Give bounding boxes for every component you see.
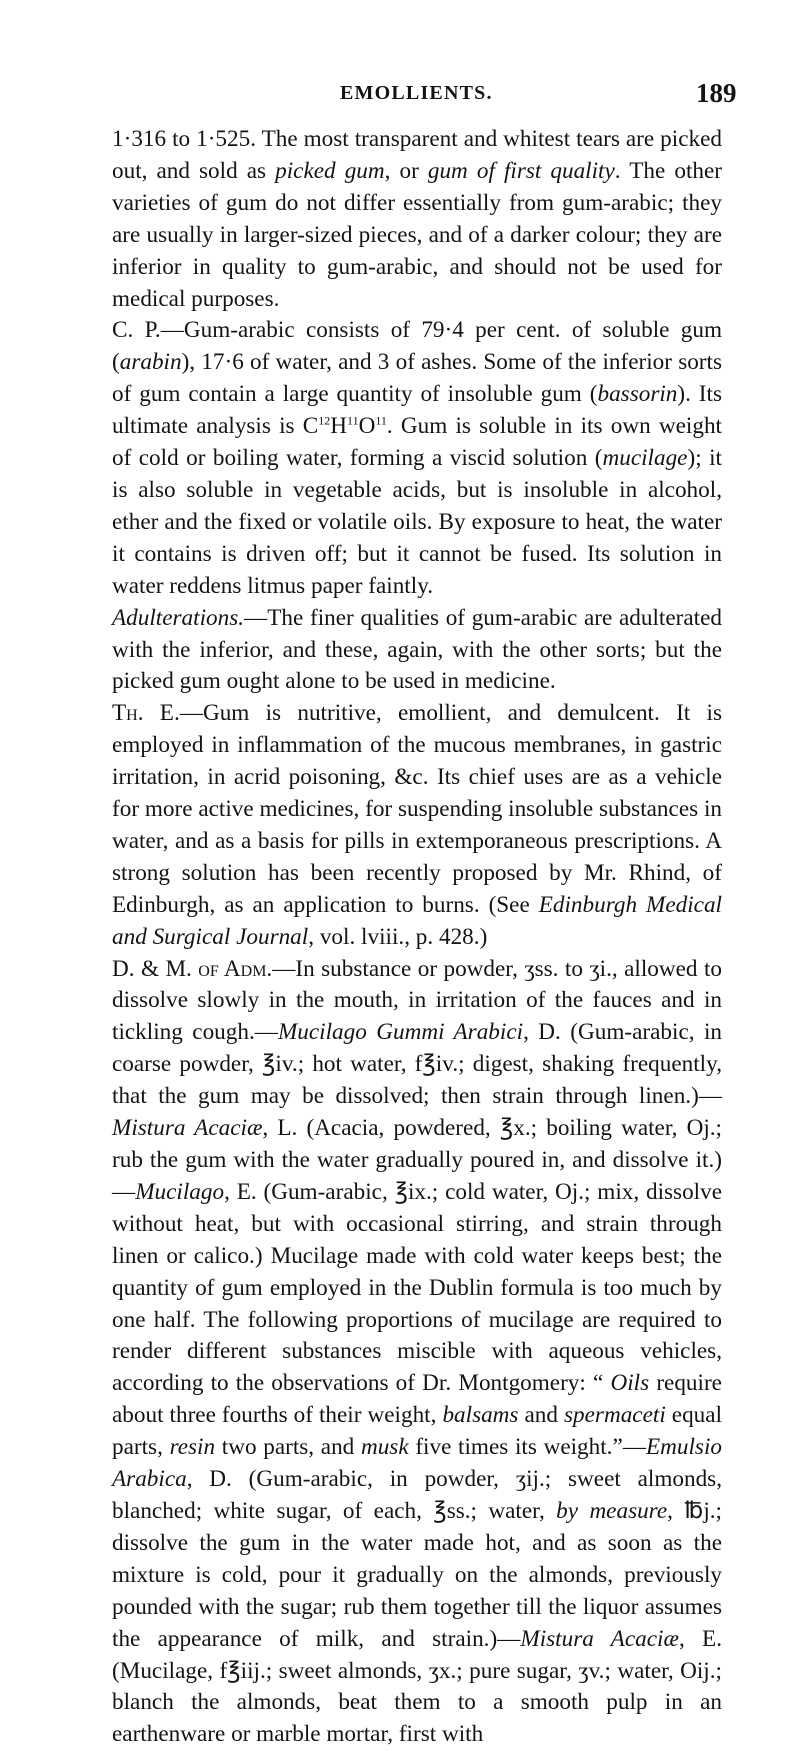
italic-text: bassorin xyxy=(597,381,678,408)
italic-text: Mistura Acaciæ xyxy=(112,1115,263,1142)
text-run: and xyxy=(518,1402,565,1429)
page-number: 189 xyxy=(696,78,737,108)
text-run: two parts, and xyxy=(215,1434,361,1461)
italic-text: picked gum xyxy=(275,157,385,184)
text-run: , D. (Gum-arabic, in powder, ʒij.; sweet almonds, blanched; white sugar, of each, ℥ss.; water, xyxy=(112,1466,722,1524)
text-run: ), 17·6 of water, and 3 of ashes. Some of the inferior sorts of gum contain a large quantity of insoluble gum ( xyxy=(112,349,722,408)
small-caps-text: Th. E. xyxy=(112,700,180,727)
text-run: five times its weight.”— xyxy=(408,1434,646,1461)
italic-text: resin xyxy=(169,1434,216,1461)
text-run: . The other varieties of gum do not differ essentially from gum-arabic; they are usually in larger-sized pieces, and of a darker colour; they are inferior in quality to gum-arabic, and should not be used for medical purposes. xyxy=(112,157,722,312)
paragraph xyxy=(112,124,722,315)
italic-text: mucilage xyxy=(602,445,688,472)
italic-text: Mucilago Gummi Arabici xyxy=(277,1019,524,1046)
running-title: EMOLLIENTS. xyxy=(340,82,493,104)
italic-text: Mistura Acaciæ xyxy=(520,1625,679,1652)
text-run: . Gum is soluble in its own weight of cold or boiling water, forming a viscid solution ( xyxy=(112,413,722,472)
text-run: ). Its ultimate analysis is C xyxy=(112,381,722,440)
superscript: 11 xyxy=(347,413,359,428)
text-run: , ℔j.; dissolve the gum in the water made hot, and as soon as the mixture is cold, pour it gradually on the almonds, previously pounded with the sugar; rub them together till the liquor assumes the appearance of milk, and strain.)— xyxy=(112,1497,722,1652)
small-caps-text: D. & M. of Adm. xyxy=(112,955,273,982)
text-run: C. P.—Gum-arabic consists of 79·4 per cent. of soluble gum ( xyxy=(112,317,722,376)
text-run: require about three fourths of their weight, xyxy=(112,1370,722,1429)
italic-text: Adulterations. xyxy=(112,604,245,631)
italic-text: by measure xyxy=(556,1497,668,1524)
superscript: 11 xyxy=(375,413,387,428)
text-run: , E. (Mucilage, f℥iij.; sweet almonds, ʒx.; pure sugar, ʒv.; water, Oij.; blanch the almonds, beat them to a smooth pulp in an earthenware or marble mortar, first with xyxy=(112,1625,722,1748)
text-run: 1·316 to 1·525. The most transparent and whitest tears are picked out, and sold as xyxy=(112,126,722,184)
italic-text: spermaceti xyxy=(564,1402,666,1429)
text-run: , L. (Acacia, powdered, ℥x.; boiling water, Oj.; rub the gum with the water gradually poured in, and dissolve it.)— xyxy=(112,1115,723,1205)
text-run: H xyxy=(330,413,348,440)
italic-text: gum of first quality xyxy=(427,157,615,184)
text-run: , or xyxy=(384,157,428,184)
page-header xyxy=(0,78,800,112)
text-run: , vol. lviii., p. 428.) xyxy=(308,923,488,950)
text-run: , E. (Gum-arabic, ℥ix.; cold water, Oj.; mix, dissolve without heat, but with occasional stirring, and strain through linen or calico.) Mucilage made with cold water keeps best; the quantity of gum employed in the Dublin formula is too much by one half. The following proportions of mucilage are required to render different substances miscible with aqueous vehicles, according to the observations of Dr. Montgomery: “ xyxy=(112,1178,722,1397)
italic-text: Emulsio Arabica xyxy=(112,1434,722,1493)
italic-text: Edinburgh Medical and Surgical Journal xyxy=(112,891,722,950)
paragraph xyxy=(112,698,722,953)
text-run: —In substance or powder, ʒss. to ʒi., allowed to dissolve slowly in the mouth, in irritation of the fauces and in tickling cough.— xyxy=(112,955,722,1046)
text-run: —Gum is nutritive, emollient, and demulcent. It is employed in inflammation of the mucous membranes, in gastric irritation, in acrid poisoning, &c. Its chief uses are as a vehicle for more active medicines, for suspending insoluble substances in water, and as a basis for pills in extemporaneous prescriptions. A strong solution has been recently proposed by Mr. Rhind, of Edinburgh, as an application to burns. (See xyxy=(112,700,722,918)
paragraph xyxy=(112,954,722,1751)
text-run: ); it is also soluble in vegetable acids, but is insoluble in alcohol, ether and the fixed or volatile oils. By exposure to heat, the water it contains is driven off; but it cannot be fused. Its solution in water reddens litmus paper faintly. xyxy=(112,445,722,599)
paragraph xyxy=(112,603,722,699)
italic-text: musk xyxy=(360,1434,409,1461)
italic-text: balsams xyxy=(442,1402,519,1429)
italic-text: Oils xyxy=(610,1370,650,1397)
paragraph xyxy=(112,315,722,602)
italic-text: Mucilago xyxy=(135,1178,225,1205)
superscript: 12 xyxy=(318,413,331,428)
text-run: , D. (Gum-arabic, in coarse powder, ℥iv.; hot water, f℥iv.; digest, shaking frequently, that the gum may be dissolved; then strain through linen.)— xyxy=(112,1019,722,1110)
body-text xyxy=(112,124,722,1751)
text-run: O xyxy=(358,413,376,440)
text-run: equal parts, xyxy=(112,1402,723,1461)
italic-text: arabin xyxy=(119,349,182,376)
text-run: —The finer qualities of gum-arabic are adulterated with the inferior, and these, again, with the other sorts; but the picked gum ought alone to be used in medicine. xyxy=(112,604,722,695)
